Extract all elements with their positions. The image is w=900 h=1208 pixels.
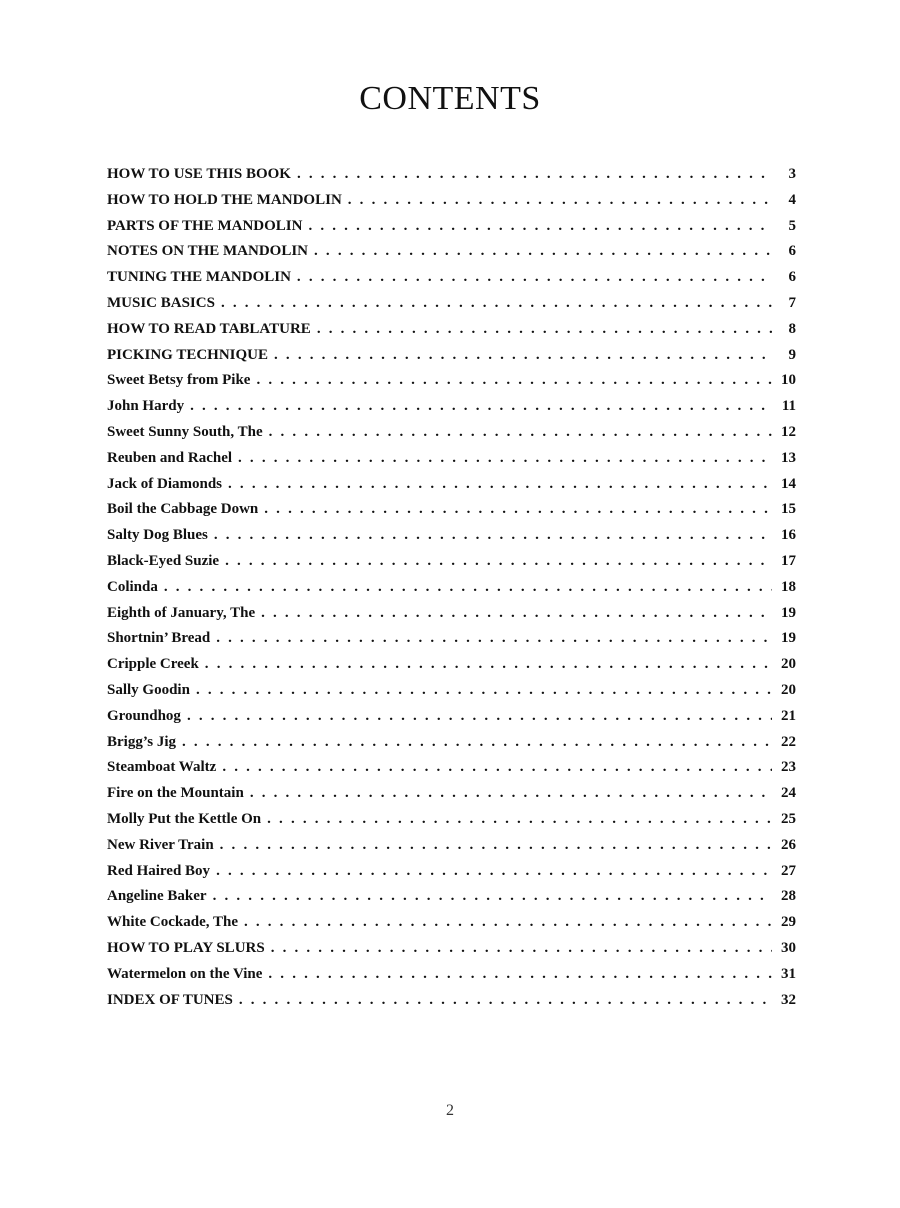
toc-entry-title: HOW TO READ TABLATURE: [107, 320, 311, 337]
toc-entry-title: Brigg’s Jig: [107, 733, 177, 750]
toc-entry-page: 8: [788, 320, 796, 337]
toc-entry-page: 7: [788, 294, 796, 311]
dot-leader: [314, 243, 772, 260]
toc-entry-page: 13: [781, 449, 796, 466]
toc-entry: [107, 424, 796, 450]
toc-entry-title: Fire on the Mountain: [107, 785, 244, 802]
dot-leader: [239, 992, 772, 1009]
dot-leader: [271, 940, 772, 957]
dot-leader: [216, 630, 772, 647]
toc-entry-page: 22: [781, 733, 796, 750]
toc-entry-title: Boil the Cabbage Down: [107, 501, 259, 518]
toc-entry: [107, 192, 796, 218]
toc-entry-title: New River Train: [107, 836, 214, 853]
toc-entry-page: 29: [781, 914, 796, 931]
dot-leader: [250, 785, 772, 802]
toc-entry: [107, 656, 796, 682]
toc-entry-page: 31: [781, 965, 796, 982]
toc-entry-title: Eighth of January, The: [107, 604, 256, 621]
toc-entry: [107, 372, 796, 398]
toc-entry-title: Sweet Sunny South, The: [107, 423, 263, 440]
toc-entry: [107, 476, 796, 502]
toc-entry: [107, 527, 796, 553]
toc-entry-page: 27: [781, 862, 796, 879]
toc-entry: [107, 347, 796, 373]
toc-entry-title: Shortnin’ Bread: [107, 630, 211, 647]
toc-entry-page: 16: [781, 527, 796, 544]
dot-leader: [182, 734, 772, 751]
dot-leader: [214, 527, 772, 544]
dot-leader: [348, 192, 772, 209]
toc-entry-page: 3: [788, 166, 796, 182]
toc-entry-title: Groundhog: [107, 707, 181, 724]
toc-entry-title: Molly Put the Kettle On: [107, 810, 262, 827]
dot-leader: [216, 863, 772, 880]
toc-entry-page: 14: [781, 475, 796, 492]
toc-entry-title: John Hardy: [107, 398, 185, 415]
toc-entry: [107, 914, 796, 940]
toc-entry: [107, 398, 796, 424]
toc-entry: [107, 837, 796, 863]
toc-entry: [107, 553, 796, 579]
toc-entry-title: NOTES ON THE MANDOLIN: [107, 243, 309, 260]
toc-entry-title: Angeline Baker: [107, 888, 207, 905]
toc-entry-page: 23: [781, 759, 796, 776]
dot-leader: [196, 682, 772, 699]
toc-entry-page: 10: [781, 372, 796, 389]
dot-leader: [297, 166, 772, 183]
dot-leader: [213, 888, 772, 905]
toc-entry: [107, 734, 796, 760]
toc-entry: [107, 682, 796, 708]
dot-leader: [205, 656, 772, 673]
toc-entry: [107, 218, 796, 244]
toc-entry-title: Sweet Betsy from Pike: [107, 372, 251, 389]
dot-leader: [267, 811, 772, 828]
toc-entry-page: 19: [781, 630, 796, 647]
toc-entry-title: PARTS OF THE MANDOLIN: [107, 217, 303, 234]
toc-entry: [107, 940, 796, 966]
toc-entry-title: White Cockade, The: [107, 914, 238, 931]
toc-entry-title: HOW TO USE THIS BOOK: [107, 166, 291, 182]
toc-entry: [107, 759, 796, 785]
toc-entry-page: 20: [781, 656, 796, 673]
toc-entry-page: 6: [788, 243, 796, 260]
toc-entry-title: TUNING THE MANDOLIN: [107, 269, 291, 286]
toc-entry-title: Watermelon on the Vine: [107, 965, 263, 982]
toc-entry-title: MUSIC BASICS: [107, 294, 215, 311]
toc-entry: [107, 295, 796, 321]
dot-leader: [274, 347, 772, 364]
toc-entry: [107, 579, 796, 605]
toc-entry: [107, 450, 796, 476]
toc-entry-page: 12: [781, 423, 796, 440]
dot-leader: [308, 218, 772, 235]
toc-entry: [107, 269, 796, 295]
dot-leader: [225, 553, 772, 570]
toc-entry-page: 28: [781, 888, 796, 905]
toc-entry: [107, 605, 796, 631]
dot-leader: [190, 398, 772, 415]
toc-entry-page: 19: [781, 604, 796, 621]
toc-entry: [107, 992, 796, 1018]
toc-entry-page: 21: [781, 707, 796, 724]
toc-entry: [107, 811, 796, 837]
toc-entry-page: 30: [781, 939, 796, 956]
toc-entry-title: Sally Goodin: [107, 681, 190, 698]
toc-entry: [107, 501, 796, 527]
toc-entry-page: 15: [781, 501, 796, 518]
toc-entry: [107, 966, 796, 992]
page-number: 2: [446, 1102, 454, 1119]
toc-entry-page: 11: [781, 398, 796, 415]
dot-leader: [187, 708, 772, 725]
table-of-contents: [107, 166, 796, 1017]
toc-entry-title: Salty Dog Blues: [107, 527, 208, 544]
toc-entry-title: Reuben and Rachel: [107, 449, 233, 466]
toc-entry-page: 24: [781, 785, 796, 802]
toc-entry-title: Red Haired Boy: [107, 862, 211, 879]
dot-leader: [244, 914, 772, 931]
toc-entry-page: 17: [781, 552, 796, 569]
toc-entry: [107, 321, 796, 347]
page-title: CONTENTS: [359, 80, 541, 117]
dot-leader: [256, 372, 772, 389]
toc-entry-title: Cripple Creek: [107, 656, 199, 673]
toc-entry: [107, 785, 796, 811]
dot-leader: [222, 759, 772, 776]
toc-entry-page: 9: [788, 346, 796, 363]
toc-entry: [107, 888, 796, 914]
dot-leader: [317, 321, 772, 338]
toc-entry: [107, 243, 796, 269]
toc-entry-page: 18: [781, 578, 796, 595]
dot-leader: [264, 501, 772, 518]
toc-entry-title: INDEX OF TUNES: [107, 991, 233, 1008]
toc-entry-title: HOW TO PLAY SLURS: [107, 939, 265, 956]
toc-entry-page: 6: [788, 269, 796, 286]
dot-leader: [220, 837, 772, 854]
toc-entry-page: 26: [781, 836, 796, 853]
dot-leader: [164, 579, 772, 596]
toc-entry: [107, 166, 796, 192]
dot-leader: [297, 269, 772, 286]
toc-entry-page: 4: [788, 191, 796, 208]
dot-leader: [268, 966, 772, 983]
dot-leader: [261, 605, 772, 622]
toc-entry-title: HOW TO HOLD THE MANDOLIN: [107, 191, 342, 208]
toc-entry-page: 5: [788, 217, 796, 234]
dot-leader: [228, 476, 772, 493]
toc-entry: [107, 630, 796, 656]
toc-entry-page: 32: [781, 991, 796, 1008]
toc-entry-page: 20: [781, 681, 796, 698]
dot-leader: [269, 424, 772, 441]
toc-entry-title: Colinda: [107, 578, 158, 595]
dot-leader: [221, 295, 772, 312]
toc-entry: [107, 708, 796, 734]
dot-leader: [238, 450, 772, 467]
toc-entry: [107, 863, 796, 889]
toc-entry-title: Black-Eyed Suzie: [107, 552, 220, 569]
toc-entry-title: PICKING TECHNIQUE: [107, 346, 269, 363]
toc-entry-page: 25: [781, 810, 796, 827]
toc-entry-title: Steamboat Waltz: [107, 759, 217, 776]
toc-entry-title: Jack of Diamonds: [107, 475, 223, 492]
